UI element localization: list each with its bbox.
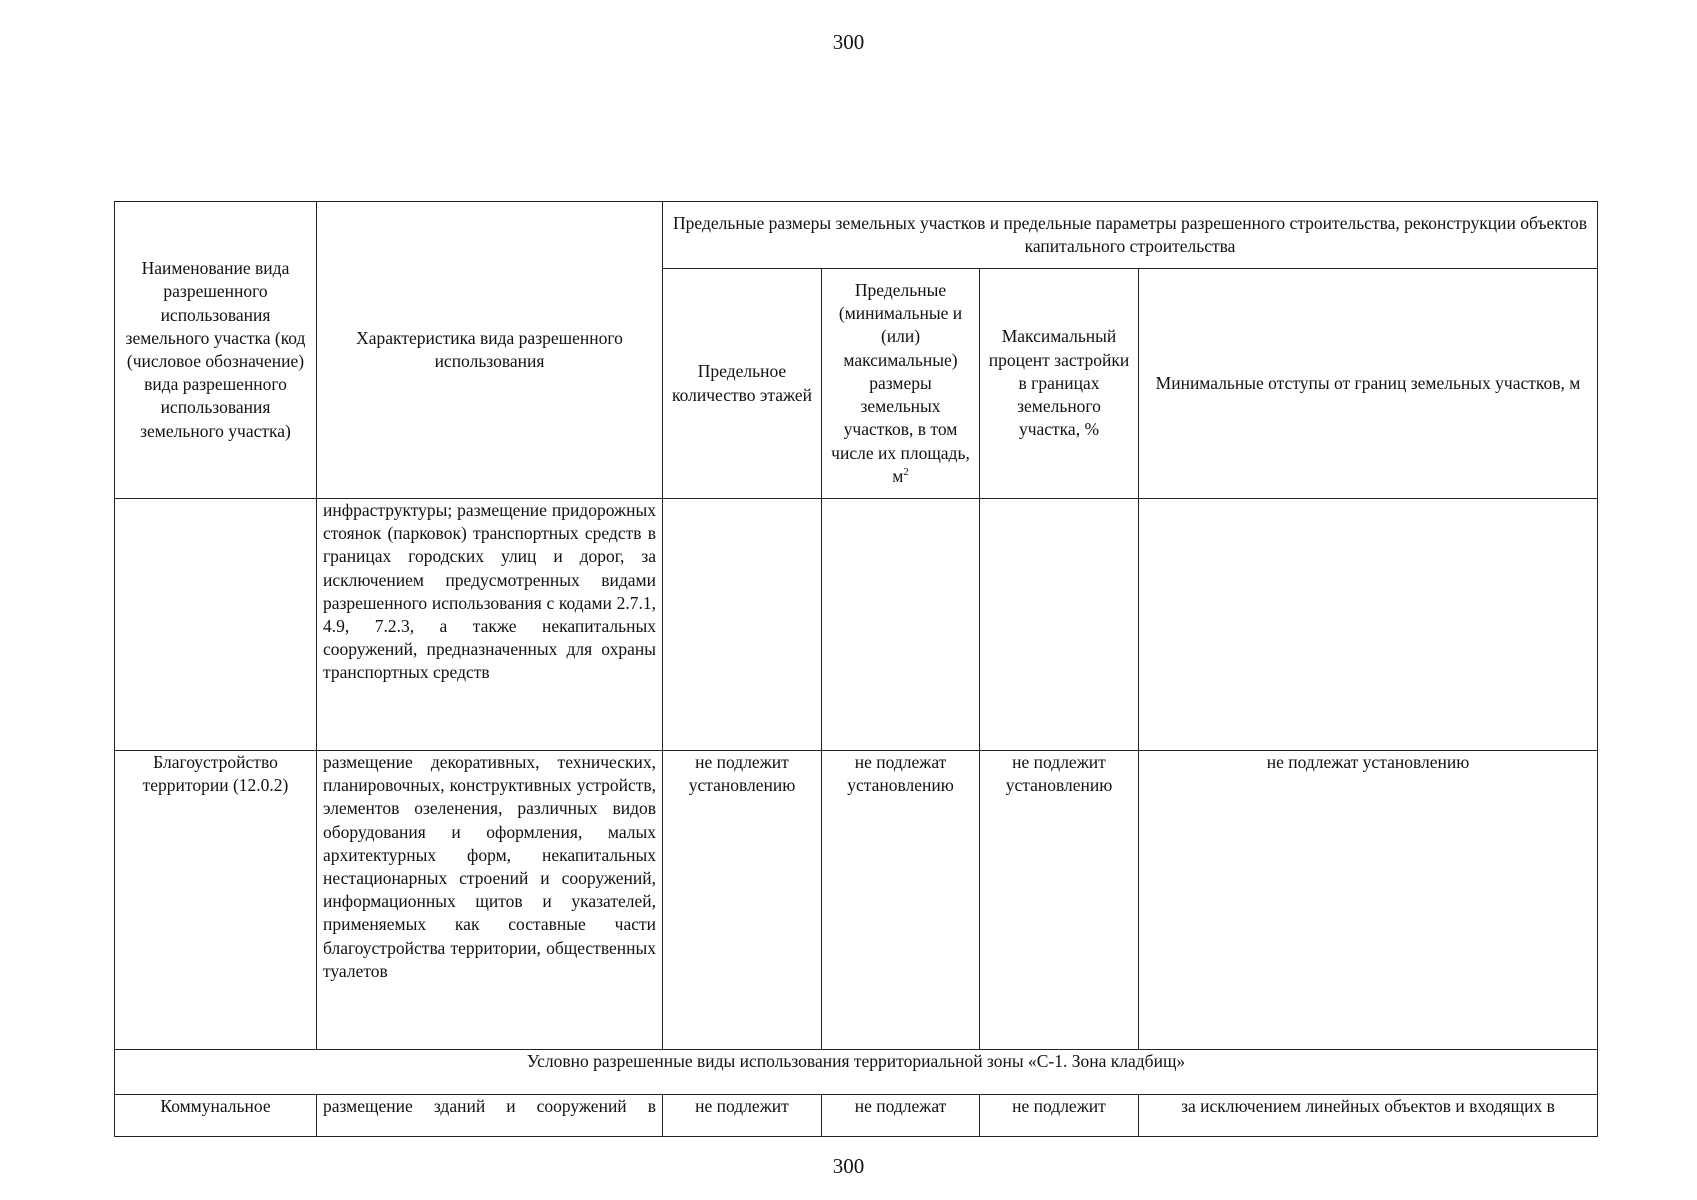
cell-setbacks: [1139, 499, 1598, 751]
header-use-description: Характеристика вида разрешенного использования: [317, 202, 663, 499]
table-row: [115, 499, 1598, 751]
header-plot-size: [822, 269, 980, 499]
header-plot-size-text: Предельные (минимальные и (или) максимальные) размеры земельных участков, в том числе их площадь, м: [831, 280, 970, 486]
cell-floors: не подлежит установлению: [663, 751, 822, 1050]
cell-use-name: [115, 499, 317, 751]
header-row-top: [115, 202, 1598, 269]
land-use-table: [114, 201, 1598, 1137]
cell-max-percent: [980, 499, 1139, 751]
section-title: Условно разрешенные виды использования территориальной зоны «С-1. Зона кладбищ»: [115, 1050, 1598, 1095]
cell-max-percent: не подлежит установлению: [980, 751, 1139, 1050]
page-number-bottom: 300: [832, 1154, 865, 1178]
cell-use-description: размещение декоративных, технических, планировочных, конструктивных устройств, элементов озеленения, различных видов оборудования и оформления, малых архитектурных форм, некапитальных нестационарных строений и сооружений, информационных щитов и указателей, применяемых как составные части благоустройства территории, общественных туалетов: [317, 751, 663, 1050]
cell-use-description: размещение зданий и сооружений в: [317, 1095, 663, 1137]
cell-use-description: инфраструктуры; размещение придорожных стоянок (парковок) транспортных средств в границах городских улиц и дорог, за исключением предусмотренных видами разрешенного использования с кодами 2.7.1, 4.9, 7.2.3, а также некапитальных сооружений, предназначенных для охраны транспортных средств: [317, 499, 663, 751]
table-row: [115, 1095, 1598, 1137]
header-plot-size-sup: 2: [903, 465, 909, 478]
header-floors: Предельное количество этажей: [663, 269, 822, 499]
cell-floors: не подлежит: [663, 1095, 822, 1137]
cell-setbacks: не подлежат установлению: [1139, 751, 1598, 1050]
header-use-name: Наименование вида разрешенного использования земельного участка (код (числовое обозначение) вида разрешенного использования земельного участка): [115, 202, 317, 499]
cell-max-percent: не подлежит: [980, 1095, 1139, 1137]
page-number-top: 300: [832, 30, 865, 54]
cell-plot-size: не подлежат: [822, 1095, 980, 1137]
cell-plot-size: [822, 499, 980, 751]
cell-plot-size: не подлежат установлению: [822, 751, 980, 1050]
section-row: [115, 1050, 1598, 1095]
cell-use-name: Коммунальное: [115, 1095, 317, 1137]
table-row: [115, 751, 1598, 1050]
header-limits-group: Предельные размеры земельных участков и предельные параметры разрешенного строительства, реконструкции объектов капитального строительства: [663, 202, 1598, 269]
header-max-percent: Максимальный процент застройки в границах земельного участка, %: [980, 269, 1139, 499]
cell-floors: [663, 499, 822, 751]
header-setbacks: Минимальные отступы от границ земельных участков, м: [1139, 269, 1598, 499]
cell-setbacks: за исключением линейных объектов и входящих в: [1139, 1095, 1598, 1137]
cell-use-name: Благоустройство территории (12.0.2): [115, 751, 317, 1050]
